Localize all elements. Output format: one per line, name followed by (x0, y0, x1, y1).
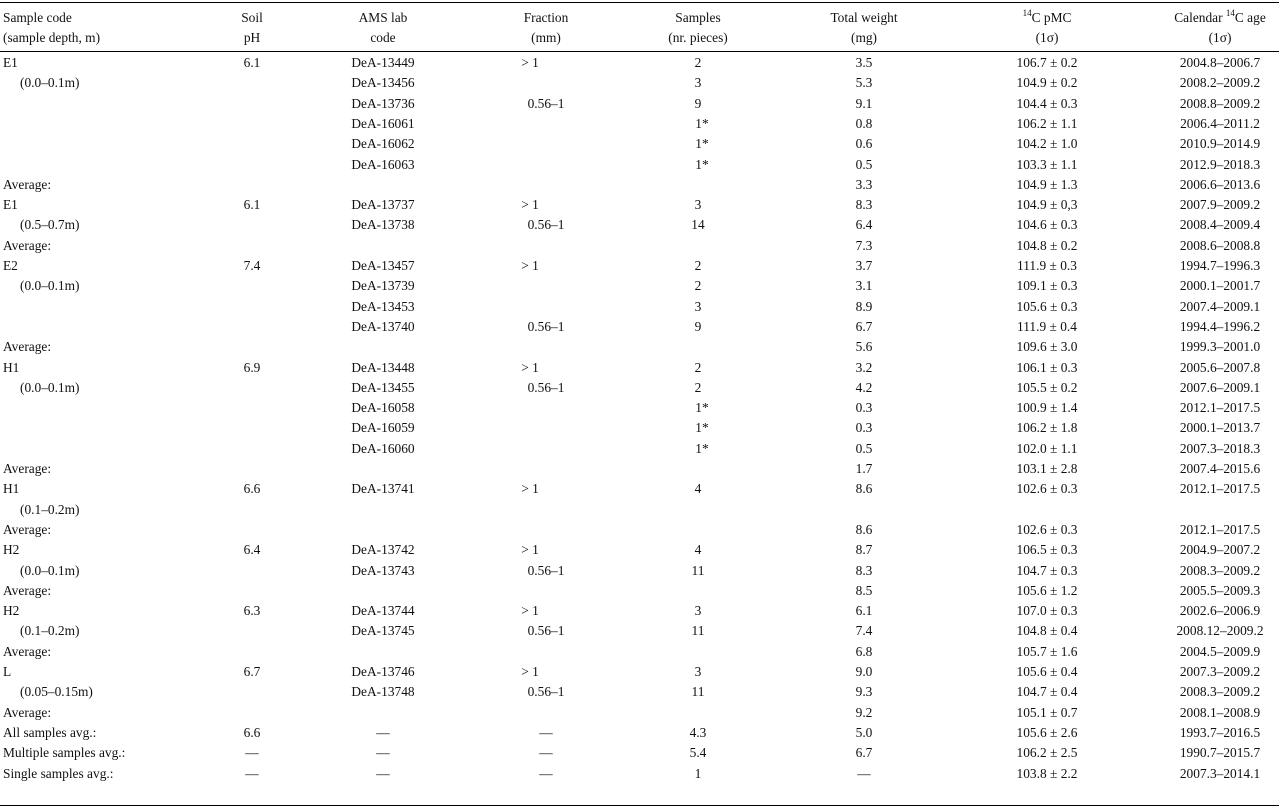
ams-lab-code-cell: DeA-13748 (351, 684, 415, 700)
pmc-cell: 104.9 ± 1.3 (1016, 176, 1078, 192)
pmc-cell: 106.2 ± 1.8 (1016, 420, 1078, 436)
total-weight-cell: 8.3 (855, 197, 873, 213)
sample-code-cell: (0.0–0.1m) (20, 75, 80, 91)
table-row (0, 256, 1279, 276)
soil-ph-cell: 6.3 (243, 603, 261, 619)
calendar-age-cell: 2007.3–2018.3 (1179, 440, 1261, 456)
sample-code-cell: (0.1–0.2m) (20, 623, 80, 639)
calendar-age-cell: 2006.6–2013.6 (1179, 176, 1261, 192)
table-row (0, 561, 1279, 581)
total-weight-cell: 8.3 (855, 562, 873, 578)
pmc-cell: 100.9 ± 1.4 (1016, 400, 1078, 416)
soil-ph-cell: 6.6 (243, 481, 261, 497)
sample-code-cell: H2 (3, 603, 20, 619)
soil-ph-cell: 6.1 (243, 55, 261, 70)
header-sample-code (3, 8, 100, 48)
header-samples (668, 8, 728, 48)
header-sample-code-line2: (sample depth, m) (3, 30, 101, 45)
table-row (0, 358, 1279, 378)
ams-lab-code-cell: DeA-13743 (351, 562, 415, 578)
table-row (0, 398, 1279, 418)
total-weight-cell: 6.8 (855, 643, 873, 659)
calendar-age-cell: 2008.4–2009.4 (1179, 217, 1261, 233)
ams-lab-code-cell: DeA-13741 (351, 481, 415, 497)
sample-code-cell: Average: (3, 704, 52, 720)
sample-code-cell: Average: (3, 339, 52, 355)
ams-lab-code-cell: DeA-13745 (351, 623, 415, 639)
ams-lab-code-cell: DeA-13742 (351, 542, 415, 558)
total-weight-cell: 5.0 (855, 724, 873, 740)
sample-code-cell: Average: (3, 176, 52, 192)
sample-code-cell: Average: (3, 582, 52, 598)
pmc-cell: 103.8 ± 2.2 (1016, 765, 1078, 781)
table-row (0, 682, 1279, 702)
pmc-cell: 109.1 ± 0.3 (1016, 278, 1078, 294)
total-weight-cell: 6.4 (855, 217, 873, 233)
header-ams-lab (359, 8, 408, 48)
top-rule (0, 2, 1279, 3)
header-total-weight-line2: (mg) (850, 30, 878, 45)
calendar-age-cell: 2007.3–2009.2 (1179, 664, 1261, 679)
samples-count-cell: 4 (694, 542, 702, 558)
pmc-cell: 102.6 ± 0.3 (1016, 521, 1078, 537)
header-soil-ph-line2: pH (243, 30, 261, 45)
soil-ph-cell: 6.1 (243, 197, 261, 213)
sample-code-cell: E1 (3, 55, 18, 70)
header-sample-code-line1: Sample code (3, 10, 72, 25)
fraction-cell: — (539, 724, 553, 740)
sample-code-cell: All samples avg.: (3, 724, 97, 740)
ams-lab-code-cell: DeA-13455 (351, 379, 415, 395)
table-row (0, 500, 1279, 520)
samples-count-cell: 2 (694, 258, 702, 273)
table-row (0, 114, 1279, 134)
total-weight-cell: 0.5 (855, 440, 873, 456)
samples-count-cell: 2 (694, 359, 702, 375)
calendar-age-cell: 2004.8–2006.7 (1179, 55, 1261, 70)
bottom-rule (0, 805, 1279, 806)
table-row (0, 297, 1279, 317)
header-pmc-sup: 14 (1022, 8, 1032, 18)
total-weight-cell: 6.1 (855, 603, 873, 619)
header-soil-ph-line1: Soil (241, 10, 263, 25)
calendar-age-cell: 2006.4–2011.2 (1180, 115, 1260, 131)
pmc-cell: 106.7 ± 0.2 (1016, 55, 1078, 70)
table-row (0, 723, 1279, 743)
sample-code-cell: (0.1–0.2m) (20, 501, 80, 517)
sample-code-cell: (0.0–0.1m) (20, 278, 80, 294)
table-row (0, 94, 1279, 114)
header-ams-lab-line2: code (370, 30, 396, 45)
fraction-cell: 0.56–1 (527, 379, 565, 395)
pmc-cell: 104.9 ± 0,3 (1016, 197, 1078, 213)
ams-lab-code-cell: DeA-16058 (351, 400, 415, 416)
sample-code-cell: (0.5–0.7m) (20, 217, 80, 233)
pmc-cell: 103.3 ± 1.1 (1016, 156, 1078, 172)
total-weight-cell: 3.1 (855, 278, 873, 294)
ams-lab-code-cell: DeA-13737 (351, 197, 415, 213)
fraction-cell: > 1 (521, 603, 539, 619)
sample-code-cell: Average: (3, 461, 52, 476)
ams-lab-code-cell: DeA-16060 (351, 440, 415, 456)
sample-code-cell: L (3, 664, 12, 679)
fraction-cell: — (539, 745, 553, 761)
fraction-cell: > 1 (521, 359, 539, 375)
calendar-age-cell: 2008.8–2009.2 (1179, 95, 1261, 111)
fraction-cell: > 1 (521, 258, 539, 273)
pmc-cell: 107.0 ± 0.3 (1016, 603, 1078, 619)
header-fraction-line2: (mm) (531, 30, 561, 45)
header-fraction-line1: Fraction (523, 10, 569, 25)
total-weight-cell: 7.3 (855, 237, 873, 253)
calendar-age-cell: 2008.3–2009.2 (1179, 562, 1261, 578)
fraction-cell: > 1 (521, 197, 539, 213)
samples-count-cell: 1 (694, 765, 702, 781)
table-row (0, 743, 1279, 763)
pmc-cell: 104.9 ± 0.2 (1016, 75, 1078, 91)
samples-count-cell: 11 (691, 623, 705, 639)
samples-count-cell: 11 (691, 562, 705, 578)
samples-count-cell: 1* (695, 156, 709, 172)
calendar-age-cell: 2004.5–2009.9 (1179, 643, 1261, 659)
calendar-age-cell: 2012.1–2017.5 (1179, 481, 1261, 497)
calendar-age-cell: 1994.7–1996.3 (1179, 258, 1261, 273)
calendar-age-cell: 1999.3–2001.0 (1179, 339, 1261, 355)
table-row (0, 317, 1279, 337)
table-row (0, 337, 1279, 357)
ams-lab-code-cell: DeA-13738 (351, 217, 415, 233)
pmc-cell: 106.2 ± 1.1 (1016, 115, 1078, 131)
soil-ph-cell: 6.4 (243, 542, 261, 558)
sample-code-cell: E2 (3, 258, 18, 273)
fraction-cell: 0.56–1 (527, 623, 565, 639)
table-row (0, 703, 1279, 723)
sample-code-cell: H1 (3, 481, 20, 497)
samples-count-cell: 9 (694, 318, 702, 334)
pmc-cell: 104.7 ± 0.4 (1016, 684, 1078, 700)
total-weight-cell: 0.5 (855, 156, 873, 172)
header-age-pre: Calendar (1174, 10, 1226, 25)
table-row (0, 236, 1279, 256)
samples-count-cell: 2 (694, 379, 702, 395)
sample-code-cell: (0.0–0.1m) (20, 379, 80, 395)
calendar-age-cell: 1994.4–1996.2 (1179, 318, 1261, 334)
table-row (0, 601, 1279, 621)
calendar-age-cell: 2002.6–2006.9 (1179, 603, 1261, 619)
table-row (0, 662, 1279, 682)
ams-lab-code-cell: DeA-13744 (351, 603, 415, 619)
table-row (0, 73, 1279, 93)
samples-count-cell: 11 (691, 684, 705, 700)
ams-lab-code-cell: — (376, 724, 390, 740)
ams-lab-code-cell: — (376, 745, 390, 761)
table-row (0, 642, 1279, 662)
pmc-cell: 111.9 ± 0.3 (1017, 258, 1077, 273)
samples-count-cell: 1* (695, 400, 709, 416)
samples-count-cell: 3 (694, 75, 702, 91)
header-rule (0, 51, 1279, 52)
ams-lab-code-cell: — (376, 765, 390, 781)
header-fraction (524, 8, 569, 48)
total-weight-cell: 0.8 (855, 115, 873, 131)
fraction-cell: > 1 (521, 481, 539, 497)
total-weight-cell: 3.5 (855, 55, 873, 70)
header-total-weight-line1: Total weight (830, 10, 898, 25)
total-weight-cell: 5.6 (855, 339, 873, 355)
total-weight-cell: 8.6 (855, 481, 873, 497)
table-row (0, 459, 1279, 479)
ams-lab-code-cell: DeA-13449 (351, 55, 415, 70)
total-weight-cell: 0.3 (855, 420, 873, 436)
header-pmc (1023, 8, 1072, 48)
table-row (0, 479, 1279, 499)
pmc-cell: 106.1 ± 0.3 (1016, 359, 1078, 375)
calendar-age-cell: 2007.6–2009.1 (1179, 379, 1261, 395)
samples-count-cell: 2 (694, 55, 702, 70)
pmc-cell: 104.2 ± 1.0 (1016, 136, 1078, 152)
total-weight-cell: 3.7 (855, 258, 873, 273)
calendar-age-cell: 1993.7–2016.5 (1179, 724, 1261, 740)
header-age-sup: 14 (1225, 8, 1235, 18)
total-weight-cell: 3.2 (855, 359, 873, 375)
calendar-age-cell: 2012.9–2018.3 (1179, 156, 1261, 172)
header-age-text: C age (1234, 10, 1266, 25)
pmc-cell: 103.1 ± 2.8 (1016, 461, 1078, 476)
total-weight-cell: 4.2 (855, 379, 873, 395)
sample-code-cell: E1 (3, 197, 18, 213)
calendar-age-cell: 2008.2–2009.2 (1179, 75, 1261, 91)
calendar-age-cell: 2012.1–2017.5 (1179, 400, 1261, 416)
calendar-age-cell: 2000.1–2013.7 (1179, 420, 1261, 436)
fraction-cell: 0.56–1 (527, 217, 565, 233)
table-row (0, 439, 1279, 459)
table-row (0, 155, 1279, 175)
pmc-cell: 105.6 ± 0.4 (1016, 664, 1078, 679)
calendar-age-cell: 2008.3–2009.2 (1179, 684, 1261, 700)
total-weight-cell: 9.1 (855, 95, 873, 111)
table-row (0, 764, 1279, 784)
pmc-cell: 104.4 ± 0.3 (1016, 95, 1078, 111)
header-total-weight (830, 8, 897, 48)
pmc-cell: 109.6 ± 3.0 (1016, 339, 1078, 355)
samples-count-cell: 1* (695, 420, 709, 436)
samples-count-cell: 9 (694, 95, 702, 111)
ams-lab-code-cell: DeA-13457 (351, 258, 415, 273)
table-row (0, 215, 1279, 235)
fraction-cell: > 1 (521, 55, 539, 70)
total-weight-cell: 9.2 (855, 704, 873, 720)
calendar-age-cell: 2008.1–2008.9 (1179, 704, 1261, 720)
samples-count-cell: 14 (691, 217, 705, 233)
sample-code-cell: H2 (3, 542, 20, 558)
table-row (0, 53, 1279, 73)
total-weight-cell: 8.7 (855, 542, 873, 558)
pmc-cell: 104.6 ± 0.3 (1016, 217, 1078, 233)
calendar-age-cell: 2008.12–2009.2 (1176, 623, 1264, 639)
samples-count-cell: 3 (694, 603, 702, 619)
fraction-cell: 0.56–1 (527, 684, 565, 700)
table-row (0, 175, 1279, 195)
ams-lab-code-cell: DeA-13739 (351, 278, 415, 294)
total-weight-cell: 9.0 (855, 664, 873, 679)
ams-lab-code-cell: DeA-16062 (351, 136, 415, 152)
calendar-age-cell: 2007.3–2014.1 (1179, 765, 1261, 781)
calendar-age-cell: 2000.1–2001.7 (1179, 278, 1261, 294)
pmc-cell: 102.0 ± 1.1 (1016, 440, 1078, 456)
ams-lab-code-cell: DeA-16059 (351, 420, 415, 436)
table-row (0, 378, 1279, 398)
pmc-cell: 105.5 ± 0.2 (1016, 379, 1078, 395)
fraction-cell: 0.56–1 (527, 318, 565, 334)
samples-count-cell: 1* (695, 440, 709, 456)
soil-ph-cell: — (245, 745, 259, 761)
calendar-age-cell: 2004.9–2007.2 (1179, 542, 1261, 558)
total-weight-cell: 8.6 (855, 521, 873, 537)
pmc-cell: 105.6 ± 2.6 (1016, 724, 1078, 740)
samples-count-cell: 3 (694, 197, 702, 213)
sample-code-cell: (0.05–0.15m) (20, 684, 93, 700)
pmc-cell: 105.1 ± 0.7 (1016, 704, 1078, 720)
fraction-cell: > 1 (521, 664, 539, 679)
pmc-cell: 105.6 ± 1.2 (1016, 582, 1078, 598)
ams-lab-code-cell: DeA-13453 (351, 298, 415, 314)
calendar-age-cell: 2010.9–2014.9 (1179, 136, 1261, 152)
sample-code-cell: H1 (3, 359, 20, 375)
sample-code-cell: Average: (3, 237, 52, 253)
header-samples-line2: (nr. pieces) (668, 30, 728, 45)
header-age-line2: (1σ) (1208, 30, 1232, 45)
header-age-line1 (1174, 8, 1266, 28)
sample-code-cell: Single samples avg.: (3, 765, 114, 781)
pmc-cell: 104.8 ± 0.4 (1016, 623, 1078, 639)
total-weight-cell: 5.3 (855, 75, 873, 91)
pmc-cell: 104.7 ± 0.3 (1016, 562, 1078, 578)
sample-code-cell: (0.0–0.1m) (20, 562, 80, 578)
calendar-age-cell: 2005.6–2007.8 (1179, 359, 1261, 375)
total-weight-cell: 9.3 (855, 684, 873, 700)
table-row (0, 418, 1279, 438)
samples-count-cell: 3 (694, 664, 702, 679)
soil-ph-cell: 6.9 (243, 359, 261, 375)
fraction-cell: 0.56–1 (527, 95, 565, 111)
ams-lab-code-cell: DeA-13736 (351, 95, 415, 111)
sample-code-cell: Average: (3, 521, 52, 537)
header-pmc-text: C pMC (1031, 10, 1072, 25)
table-row (0, 134, 1279, 154)
table-row (0, 195, 1279, 215)
pmc-cell: 105.7 ± 1.6 (1016, 643, 1078, 659)
pmc-cell: 102.6 ± 0.3 (1016, 481, 1078, 497)
samples-count-cell: 1* (695, 136, 709, 152)
ams-lab-code-cell: DeA-13746 (351, 664, 415, 679)
fraction-cell: — (539, 765, 553, 781)
soil-ph-cell: 6.7 (243, 664, 261, 679)
table-row (0, 581, 1279, 601)
header-soil-ph (241, 8, 263, 48)
table-row (0, 276, 1279, 296)
table-row (0, 621, 1279, 641)
calendar-age-cell: 2007.4–2015.6 (1179, 461, 1261, 476)
ams-lab-code-cell: DeA-16061 (351, 115, 415, 131)
total-weight-cell: 6.7 (855, 745, 873, 761)
soil-ph-cell: 6.6 (243, 724, 261, 740)
header-ams-lab-line1: AMS lab (358, 10, 408, 25)
header-pmc-line1 (1023, 8, 1072, 28)
calendar-age-cell: 2007.9–2009.2 (1179, 197, 1261, 213)
total-weight-cell: 0.6 (855, 136, 873, 152)
total-weight-cell: 8.5 (855, 582, 873, 598)
calendar-age-cell: 1990.7–2015.7 (1179, 745, 1261, 761)
samples-count-cell: 1* (695, 115, 709, 131)
pmc-cell: 106.5 ± 0.3 (1016, 542, 1078, 558)
calendar-age-cell: 2005.5–2009.3 (1179, 582, 1261, 598)
soil-ph-cell: 7.4 (243, 258, 261, 273)
header-age (1174, 8, 1266, 48)
sample-code-cell: Average: (3, 643, 52, 659)
table-row (0, 520, 1279, 540)
total-weight-cell: 1.7 (855, 461, 873, 476)
sample-code-cell: Multiple samples avg.: (3, 745, 126, 761)
total-weight-cell: 3.3 (855, 176, 873, 192)
fraction-cell: 0.56–1 (527, 562, 565, 578)
total-weight-cell: 7.4 (855, 623, 873, 639)
ams-lab-code-cell: DeA-13740 (351, 318, 415, 334)
samples-count-cell: 2 (694, 278, 702, 294)
samples-count-cell: 4.3 (689, 724, 707, 740)
ams-lab-code-cell: DeA-13448 (351, 359, 415, 375)
header-samples-line1: Samples (675, 10, 721, 25)
pmc-cell: 106.2 ± 2.5 (1016, 745, 1078, 761)
table-row (0, 540, 1279, 560)
soil-ph-cell: — (245, 765, 259, 781)
header-pmc-line2: (1σ) (1035, 30, 1059, 45)
calendar-age-cell: 2012.1–2017.5 (1179, 521, 1261, 537)
pmc-cell: 111.9 ± 0.4 (1017, 318, 1077, 334)
total-weight-cell: — (857, 765, 871, 781)
samples-count-cell: 5.4 (689, 745, 707, 761)
ams-lab-code-cell: DeA-13456 (351, 75, 415, 91)
pmc-cell: 105.6 ± 0.3 (1016, 298, 1078, 314)
calendar-age-cell: 2007.4–2009.1 (1179, 298, 1261, 314)
pmc-cell: 104.8 ± 0.2 (1016, 237, 1078, 253)
total-weight-cell: 6.7 (855, 318, 873, 334)
fraction-cell: > 1 (521, 542, 539, 558)
samples-count-cell: 3 (694, 298, 702, 314)
total-weight-cell: 8.9 (855, 298, 873, 314)
ams-lab-code-cell: DeA-16063 (351, 156, 415, 172)
calendar-age-cell: 2008.6–2008.8 (1179, 237, 1261, 253)
samples-count-cell: 4 (694, 481, 702, 497)
total-weight-cell: 0.3 (855, 400, 873, 416)
